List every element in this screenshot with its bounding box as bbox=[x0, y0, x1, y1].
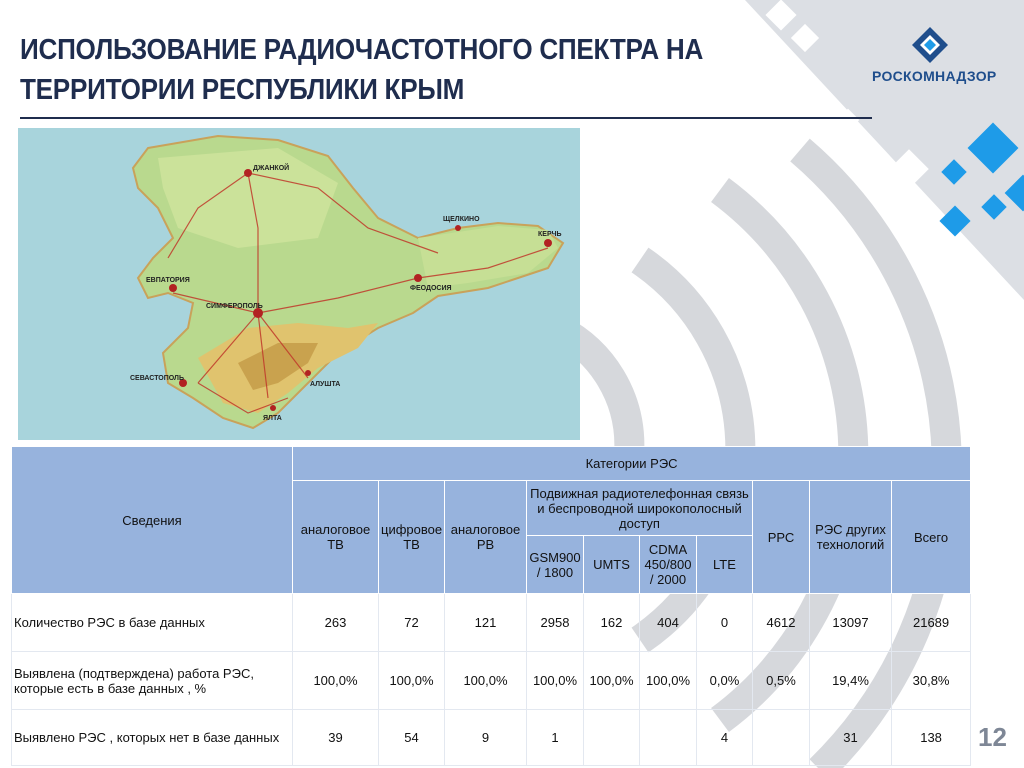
map-label-shchelkino: ЩЕЛКИНО bbox=[443, 216, 480, 223]
table-row bbox=[12, 594, 971, 652]
table-cell: 4612 bbox=[753, 594, 810, 652]
header-mobile-group: Подвижная радиотелефонная связь и беспроводной широкополосный доступ bbox=[527, 481, 753, 536]
logo-text: РОСКОМНАДЗОР bbox=[872, 68, 997, 84]
row-label: Выявлена (подтверждена) работа РЭС, которые есть в базе данных , % bbox=[12, 652, 293, 710]
table-cell: 263 bbox=[293, 594, 379, 652]
row-label: Выявлено РЭС , которых нет в базе данных bbox=[12, 710, 293, 766]
map-label-sevastopol: СЕВАСТОПОЛЬ bbox=[130, 375, 184, 382]
table-cell: 100,0% bbox=[293, 652, 379, 710]
map-label-feodosia: ФЕОДОСИЯ bbox=[410, 285, 452, 292]
table-cell: 0 bbox=[697, 594, 753, 652]
header-rrs: РРС bbox=[753, 481, 810, 594]
page-title bbox=[20, 30, 731, 110]
table-cell: 404 bbox=[640, 594, 697, 652]
table-cell: 100,0% bbox=[379, 652, 445, 710]
table-cell: 13097 bbox=[810, 594, 892, 652]
header-analog-rv: аналоговое РВ bbox=[445, 481, 527, 594]
table-cell: 4 bbox=[697, 710, 753, 766]
header-lte: LTE bbox=[697, 536, 753, 594]
table-cell: 19,4% bbox=[810, 652, 892, 710]
table-row bbox=[12, 710, 971, 766]
header-cdma: CDMA 450/800 / 2000 bbox=[640, 536, 697, 594]
header-digital-tv: цифровое ТВ bbox=[379, 481, 445, 594]
table-cell: 30,8% bbox=[892, 652, 971, 710]
header-gsm: GSM900 / 1800 bbox=[527, 536, 584, 594]
row-label: Количество РЭС в базе данных bbox=[12, 594, 293, 652]
table-cell: 100,0% bbox=[640, 652, 697, 710]
table-cell: 39 bbox=[293, 710, 379, 766]
table-cell: 121 bbox=[445, 594, 527, 652]
map-label-dzhankoy: ДЖАНКОЙ bbox=[253, 165, 290, 172]
table-cell bbox=[640, 710, 697, 766]
map-label-simferopol: СИМФЕРОПОЛЬ bbox=[206, 303, 263, 310]
title-line-1: ИСПОЛЬЗОВАНИЕ РАДИОЧАСТОТНОГО СПЕКТРА НА bbox=[20, 34, 704, 66]
map-label-yalta: ЯЛТА bbox=[263, 415, 282, 422]
table-cell bbox=[584, 710, 640, 766]
table-cell: 0,0% bbox=[697, 652, 753, 710]
header-categories: Категории РЭС bbox=[293, 447, 971, 481]
page-number: 12 bbox=[978, 722, 1007, 752]
table-cell: 138 bbox=[892, 710, 971, 766]
header-umts: UMTS bbox=[584, 536, 640, 594]
crimea-map bbox=[18, 128, 580, 440]
header-total: Всего bbox=[892, 481, 971, 594]
table-cell: 31 bbox=[810, 710, 892, 766]
table-cell bbox=[753, 710, 810, 766]
map-label-kerch: КЕРЧЬ bbox=[538, 231, 562, 238]
header-svedeniya: Сведения bbox=[12, 447, 293, 594]
table-cell: 1 bbox=[527, 710, 584, 766]
roskomnadzor-logo-icon bbox=[908, 25, 952, 65]
title-divider bbox=[20, 117, 872, 119]
header-other-tech: РЭС других технологий bbox=[810, 481, 892, 594]
table-cell: 162 bbox=[584, 594, 640, 652]
table-cell: 100,0% bbox=[584, 652, 640, 710]
table-cell: 72 bbox=[379, 594, 445, 652]
res-statistics-table bbox=[11, 446, 971, 766]
table-cell: 21689 bbox=[892, 594, 971, 652]
table-cell: 100,0% bbox=[527, 652, 584, 710]
table-row bbox=[12, 652, 971, 710]
title-line-2: ТЕРРИТОРИИ РЕСПУБЛИКИ КРЫМ bbox=[20, 74, 465, 106]
map-label-evpatoria: ЕВПАТОРИЯ bbox=[146, 277, 190, 284]
map-label-alushta: АЛУШТА bbox=[310, 381, 341, 388]
table-cell: 0,5% bbox=[753, 652, 810, 710]
table-cell: 2958 bbox=[527, 594, 584, 652]
table-cell: 54 bbox=[379, 710, 445, 766]
table-cell: 9 bbox=[445, 710, 527, 766]
header-analog-tv: аналоговое ТВ bbox=[293, 481, 379, 594]
table-cell: 100,0% bbox=[445, 652, 527, 710]
